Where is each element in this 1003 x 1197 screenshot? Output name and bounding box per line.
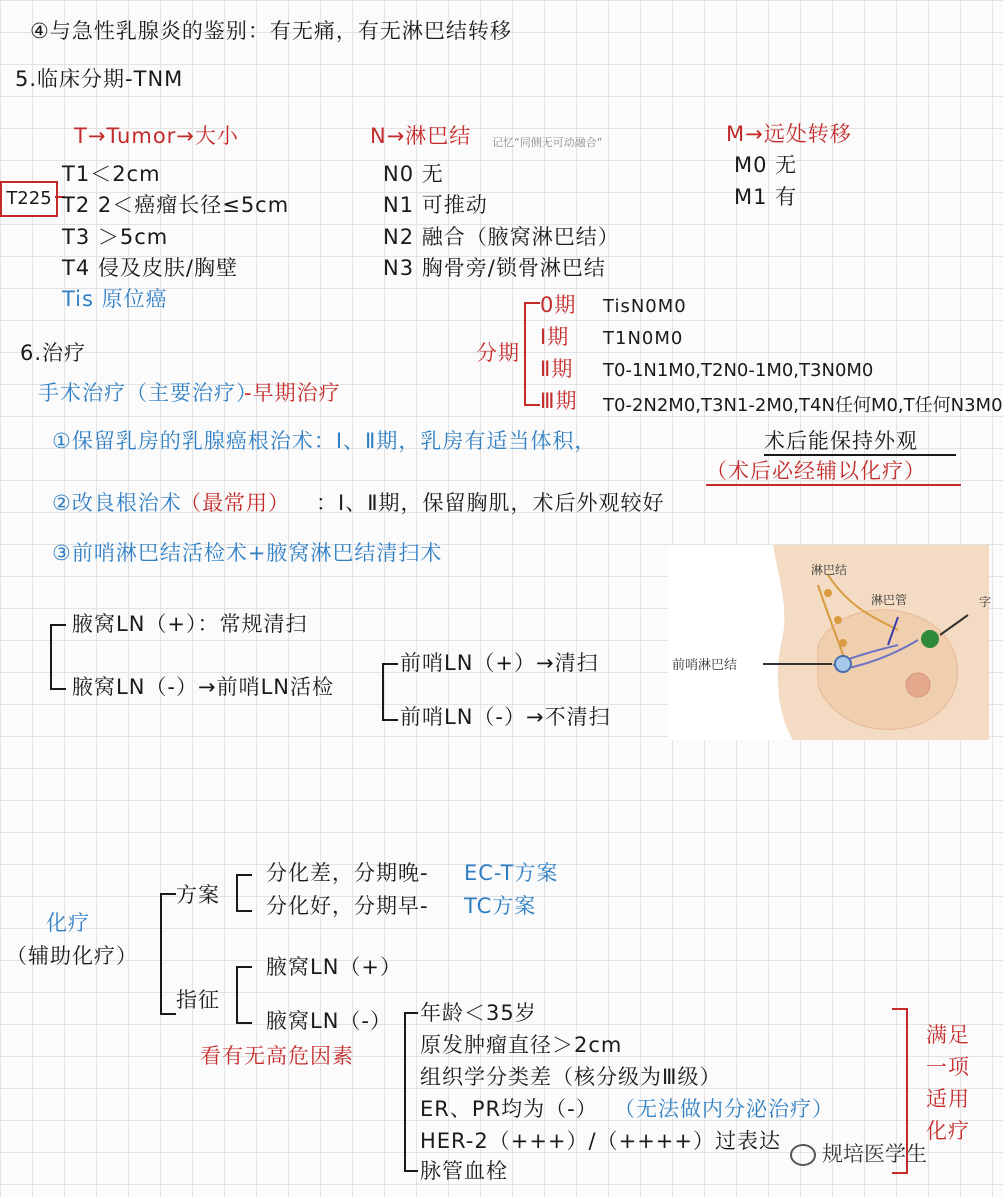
n0-row: N0 无 (383, 162, 444, 186)
risk-bracket (404, 1012, 418, 1172)
risk-er-pr: ER、PR均为（-） (420, 1097, 598, 1121)
t2-row: T2 2＜癌瘤长径≤5cm (62, 193, 290, 217)
axilla-bracket (50, 624, 66, 690)
surgery-item-1-note: （术后必经辅以化疗） (706, 459, 926, 483)
diagram-label-sentinel-node: 前哨淋巴结 (672, 658, 738, 673)
satisfy-line-1: 满足 (926, 1023, 970, 1047)
axilla-positive: 腋窝LN（+）：常规清扫 (72, 612, 308, 636)
stage-2: Ⅱ期 (540, 357, 574, 381)
section-title-staging: 5.临床分期-TNM (15, 67, 184, 91)
m0-row: M0 无 (734, 153, 798, 177)
surgery-item-3: ③前哨淋巴结活检术+腋窝淋巴结清扫术 (52, 541, 443, 565)
chemo-main-bracket (160, 893, 176, 1015)
differential-note: ④与急性乳腺炎的鉴别：有无痛，有无淋巴结转移 (30, 19, 512, 43)
diagram-label-cut: 字 (979, 595, 992, 609)
surgery-heading: 手术治疗（主要治疗） (38, 381, 258, 405)
surgery-item-2-note: （最常用） (180, 491, 290, 515)
surgery-item-1-tail: 术后能保持外观 (764, 429, 918, 453)
surgery-item-2: ②改良根治术 (52, 491, 182, 515)
stage-0: 0期 (540, 293, 577, 317)
risk-age: 年龄＜35岁 (420, 1001, 537, 1025)
risk-histology: 组织学分类差（核分级为Ⅲ级） (420, 1065, 722, 1089)
sentinel-bracket (382, 663, 398, 721)
surgery-early-label: -早期治疗 (244, 381, 341, 405)
chemo-subtitle: （辅助化疗） (6, 944, 138, 968)
risk-vascular-thrombus: 脉管血栓 (420, 1159, 508, 1183)
indication-bracket (236, 966, 252, 1024)
risk-factor-label: 看有无高危因素 (200, 1044, 354, 1068)
watermark (790, 1138, 927, 1168)
axilla-negative: 腋窝LN（-）→前哨LN活检 (72, 675, 334, 699)
stage-3-def: T0-2N2M0,T3N1-2M0,T4N任何M0,T任何N3M0 (603, 395, 1003, 416)
plan-bracket (236, 874, 252, 912)
n-mnemonic: 记忆“同侧无可动融合” (492, 136, 603, 149)
surgery-item-1: ①保留乳房的乳腺癌根治术：Ⅰ、Ⅱ期，乳房有适当体积， (52, 429, 597, 453)
stage-0-def: TisN0M0 (603, 296, 687, 317)
indication-axilla-negative: 腋窝LN（-） (266, 1009, 392, 1033)
risk-er-pr-note: （无法做内分泌治疗） (614, 1097, 834, 1121)
diagram-label-lymph-node: 淋巴结 (811, 563, 848, 577)
stage-2-def: T0-1N1M0,T2N0-1M0,T3N0M0 (603, 360, 874, 381)
indication-axilla-positive: 腋窝LN（+） (266, 955, 403, 979)
sentinel-positive: 前哨LN（+）→清扫 (400, 651, 599, 675)
n1-row: N1 可推动 (383, 193, 488, 217)
diagram-label-lymph-vessel: 淋巴管 (871, 593, 908, 607)
plan-poor: 分化差，分期晚- (266, 861, 429, 885)
stage-1-def: T1N0M0 (603, 328, 684, 349)
tis-row: Tis 原位癌 (62, 287, 168, 311)
surgery-item-2-tail: ：Ⅰ、Ⅱ期，保留胸肌，术后外观较好 (316, 491, 665, 515)
section-title-treatment: 6.治疗 (20, 341, 87, 365)
watermark-text: 规培医学生 (822, 1142, 927, 1166)
n-heading: N→淋巴结 (370, 124, 472, 148)
item-1-note-underline (706, 484, 961, 486)
satisfy-line-2: 一项 (926, 1055, 970, 1079)
t3-row: T3 ＞5cm (62, 225, 169, 249)
sentinel-negative: 前哨LN（-）→不清扫 (400, 705, 611, 729)
n2-row: N2 融合（腋窝淋巴结） (383, 225, 620, 249)
t225-badge: T225 (0, 181, 58, 217)
indication-label: 指征 (176, 988, 220, 1012)
plan-good-scheme: TC方案 (464, 894, 537, 918)
stage-group-bracket (524, 302, 540, 406)
chemo-title: 化疗 (46, 911, 90, 935)
n3-row: N3 胸骨旁/锁骨淋巴结 (383, 256, 606, 280)
risk-her2: HER-2（+++）/（++++）过表达 (420, 1129, 781, 1153)
m-heading: M→远处转移 (726, 122, 852, 146)
plan-poor-scheme: EC-T方案 (464, 861, 559, 885)
satisfy-line-4: 化疗 (926, 1119, 970, 1143)
satisfy-line-3: 适用 (926, 1087, 970, 1111)
stage-3: Ⅲ期 (540, 389, 578, 413)
t-heading: T→Tumor→大小 (74, 124, 239, 148)
stage-group-label: 分期 (476, 341, 520, 365)
item-1-underline (764, 454, 956, 456)
plan-label: 方案 (176, 883, 220, 907)
wechat-icon (790, 1144, 816, 1166)
stage-1: Ⅰ期 (540, 325, 570, 349)
t1-row: T1＜2cm (62, 162, 161, 186)
t4-row: T4 侵及皮肤/胸壁 (62, 256, 238, 280)
risk-tumor-size: 原发肿瘤直径＞2cm (420, 1033, 623, 1057)
plan-good: 分化好，分期早- (266, 894, 429, 918)
m1-row: M1 有 (734, 185, 798, 209)
lymph-node-diagram (668, 545, 992, 740)
